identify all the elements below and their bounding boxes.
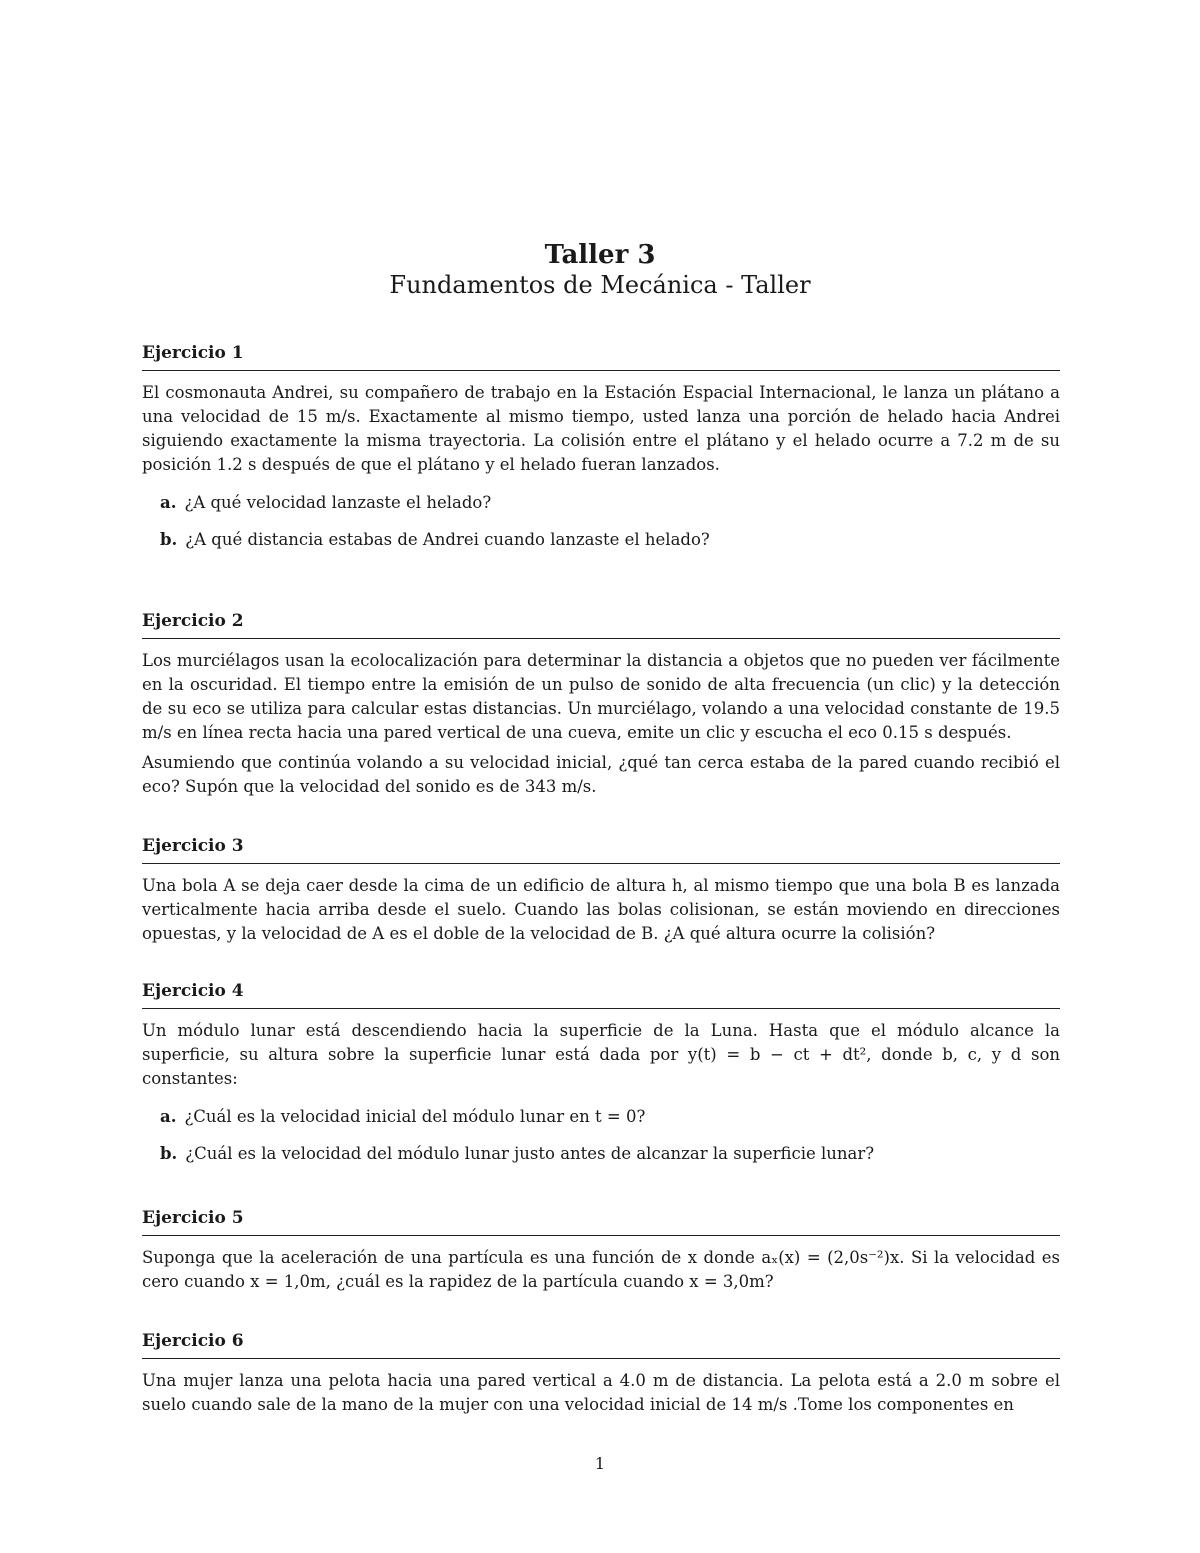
exercise-paragraph: Un módulo lunar está descendiendo hacia la superficie de la Luna. Hasta que el módulo alcance la superficie, su altura sobre la superficie lunar está dada por y(t) = b − ct + dt², donde b, c, y d son constantes:: [142, 1021, 1060, 1088]
exercise-paragraph: Los murciélagos usan la ecolocalización para determinar la distancia a objetos que no pueden ver fácilmente en la oscuridad. El tiempo entre la emisión de un pulso de sonido de alta frecuencia (un clic) y la detección de su eco se utiliza para calcular estas distancias. Un murciélago, volando a una velocidad constante de 19.5 m/s en línea recta hacia una pared vertical de una cueva, emite un clic y escucha el eco 0.15 s después.: [142, 651, 1060, 742]
exercise-2: [142, 610, 1060, 805]
exercise-body: [142, 874, 1060, 946]
question-label: a.: [160, 1107, 177, 1126]
question-label: b.: [160, 1144, 178, 1163]
title-block: [0, 240, 1200, 300]
exercise-heading: Ejercicio 1: [142, 342, 1060, 371]
page-subtitle: Fundamentos de Mecánica - Taller: [389, 271, 811, 299]
exercise-paragraph: Una mujer lanza una pelota hacia una pared vertical a 4.0 m de distancia. La pelota está a 2.0 m sobre el suelo cuando sale de la mano de la mujer con una velocidad inicial de 14 m/s .Tome los componentes en: [142, 1371, 1060, 1414]
question-label: b.: [160, 530, 178, 549]
question-item: [160, 1142, 1060, 1166]
exercise-heading: Ejercicio 6: [142, 1330, 1060, 1359]
exercise-paragraph: Asumiendo que continúa volando a su velocidad inicial, ¿qué tan cerca estaba de la pared cuando recibió el eco? Supón que la velocidad del sonido es de 343 m/s.: [142, 753, 1060, 796]
exercise-body: [142, 1019, 1060, 1091]
question-text: ¿A qué velocidad lanzaste el helado?: [184, 493, 492, 512]
exercise-heading: Ejercicio 3: [142, 835, 1060, 864]
exercise-4: [142, 980, 1060, 1179]
page-number: 1: [594, 1454, 606, 1473]
exercise-heading: Ejercicio 2: [142, 610, 1060, 639]
exercise-body: [142, 1369, 1060, 1417]
exercise-3: [142, 835, 1060, 952]
exercise-paragraph: Una bola A se deja caer desde la cima de un edificio de altura h, al mismo tiempo que una bola B es lanzada verticalmente hacia arriba desde el suelo. Cuando las bolas colisionan, se están moviendo en direcciones opuestas, y la velocidad de A es el doble de la velocidad de B. ¿A qué altura ocurre la colisión?: [142, 876, 1060, 943]
exercise-heading: Ejercicio 4: [142, 980, 1060, 1009]
question-label: a.: [160, 493, 177, 512]
page-title: Taller 3: [544, 240, 656, 270]
exercise-body: [142, 649, 1060, 799]
question-list: [160, 1105, 1060, 1166]
exercise-1: [142, 342, 1060, 565]
question-item: [160, 528, 1060, 552]
question-list: [160, 491, 1060, 552]
exercise-heading: Ejercicio 5: [142, 1207, 1060, 1236]
exercise-paragraph: El cosmonauta Andrei, su compañero de trabajo en la Estación Espacial Internacional, le lanza un plátano a una velocidad de 15 m/s. Exactamente al mismo tiempo, usted lanza una porción de helado hacia Andrei siguiendo exactamente la misma trayectoria. La colisión entre el plátano y el helado ocurre a 7.2 m de su posición 1.2 s después de que el plátano y el helado fueran lanzados.: [142, 383, 1060, 474]
question-text: ¿Cuál es la velocidad del módulo lunar justo antes de alcanzar la superficie lunar?: [185, 1144, 875, 1163]
question-text: ¿A qué distancia estabas de Andrei cuando lanzaste el helado?: [185, 530, 710, 549]
exercise-paragraph: Suponga que la aceleración de una partícula es una función de x donde aₓ(x) = (2,0s⁻²)x. Si la velocidad es cero cuando x = 1,0m, ¿cuál es la rapidez de la partícula cuando x = 3,0m?: [142, 1248, 1060, 1291]
question-text: ¿Cuál es la velocidad inicial del módulo lunar en t = 0?: [184, 1107, 646, 1126]
exercise-body: [142, 381, 1060, 477]
question-item: [160, 1105, 1060, 1129]
exercise-6: [142, 1330, 1060, 1423]
question-item: [160, 491, 1060, 515]
exercise-body: [142, 1246, 1060, 1294]
exercise-5: [142, 1207, 1060, 1300]
